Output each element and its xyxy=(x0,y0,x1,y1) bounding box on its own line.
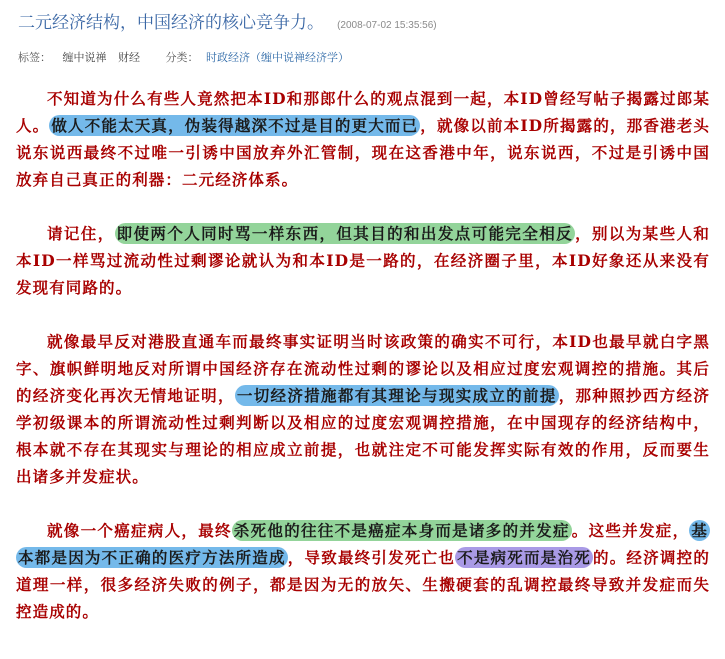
highlight-green: 即使两个人同时骂一样东西，但其目的和出发点可能完全相反 xyxy=(116,224,574,243)
paragraph-1 xyxy=(16,85,710,193)
paragraph-1-text-a: 不知道为什么有些人竟然把本ID和那郎什么的观点混到一起，本ID曾经写帖子揭露过郎某人。 xyxy=(16,89,710,135)
paragraph-2 xyxy=(16,220,710,301)
paragraph-4-text-c: ，导致最终引发死亡也 xyxy=(287,548,456,567)
post-meta xyxy=(18,49,349,65)
tag-link-chanzhong[interactable]: 缠中说禅 xyxy=(62,51,107,64)
post-timestamp: (2008-07-02 15:35:56) xyxy=(337,20,437,31)
highlight-blue: 基本都是因为不正确的医疗方法所造成 xyxy=(18,521,708,567)
paragraph-3-text-b: ，那种照抄西方经济学初级课本的所谓流动性过剩判断以及相应的过度宏观调控措施，在中国现存的经济结构中，根本就不存在其现实与理论的相应成立前提，也就注定不可能发挥实际有效的作用，反而要生出诸多并发症状。 xyxy=(16,386,710,486)
paragraph-3 xyxy=(16,328,710,490)
paragraph-2-text-a: 请记住， xyxy=(47,224,115,243)
highlight-green: 杀死他的往往不是癌症本身而是诸多的并发症 xyxy=(233,521,570,540)
tag-link-finance[interactable]: 财经 xyxy=(118,51,140,64)
highlight-blue: 一切经济措施都有其理论与现实成立的前提 xyxy=(236,386,557,405)
post-header xyxy=(18,8,715,38)
tags-label: 标签： xyxy=(18,51,51,64)
highlight-blue: 做人不能太天真，伪装得越深不过是目的更大而已 xyxy=(51,116,419,135)
highlight-purple: 不是病死而是治死 xyxy=(457,548,591,567)
paragraph-3-text-a: 就像最早反对港股直通车而最终事实证明当时该政策的确实不可行，本ID也最早就白字黑字、旗帜鲜明地反对所谓中国经济存在流动性过剩的谬论以及相应过度宏观调控的措施。其后的经济变化再次无情地证明， xyxy=(16,332,710,405)
paragraph-4-text-b: 。这些并发症， xyxy=(571,521,690,540)
category-label: 分类： xyxy=(165,51,199,64)
post-title: 二元经济结构，中国经济的核心竞争力。 xyxy=(18,13,324,33)
paragraph-4-text-a: 就像一个癌症病人，最终 xyxy=(47,521,232,540)
article-body xyxy=(16,85,710,625)
paragraph-4-text-d: 的。经济调控的道理一样，很多经济失败的例子，都是因为无的放矢、生搬硬套的乱调控最终导致并发症而失控造成的。 xyxy=(16,548,710,621)
paragraph-4 xyxy=(16,517,710,625)
paragraph-2-text-b: ，别以为某些人和本ID一样骂过流动性过剩谬论就认为和本ID是一路的，在经济圈子里，本ID好象还从来没有发现有同路的。 xyxy=(16,224,710,297)
category-link[interactable]: 时政经济（缠中说禅经济学） xyxy=(206,51,349,64)
paragraph-1-text-b: ，就像以前本ID所揭露的，那香港老头说东说西最终不过唯一引诱中国放弃外汇管制，现在这香港中年，说东说西，不过是引诱中国放弃自己真正的利器：二元经济体系。 xyxy=(16,116,710,189)
